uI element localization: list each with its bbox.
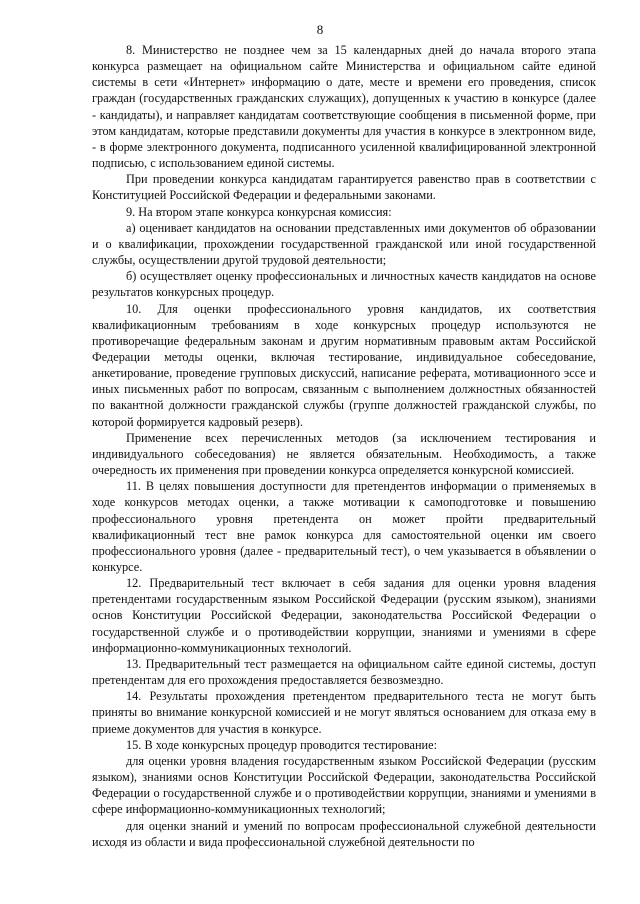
- paragraph-15-language: для оценки уровня владения государственным языком Российской Федерации (русским языком), знаниями основ Конституции Российской Федерации, законодательства Российской Федерации о государственной службе и о противодействии коррупции, знаниями и умениями в сфере информационно-коммуникационных технологий;: [92, 753, 596, 817]
- paragraph-15: 15. В ходе конкурсных процедур проводится тестирование:: [126, 737, 437, 752]
- paragraph-8: 8. Министерство не позднее чем за 15 календарных дней до начала второго этапа конкурса размещает на официальном сайте Министерства и официальном сайте единой системы в сети «Интернет» информацию о дате, месте и времени его проведения, список граждан (государственных гражданских служащих), допущенных к участию в конкурсе (далее - кандидаты), и направляет кандидатам соответствующие сообщения в письменной форме, при этом кандидатам, которые представили документы для участия в конкурсе в электронном виде, - в форме электронного документа, подписанного усиленной квалифицированной электронной подписью, с использованием единой системы.: [92, 43, 596, 171]
- paragraph-15-knowledge: для оценки знаний и умений по вопросам профессиональной служебной деятельности исходя из области и вида профессиональной служебной деятельности по: [92, 818, 596, 849]
- paragraph-9: 9. На втором этапе конкурса конкурсная комиссия:: [126, 204, 392, 219]
- paragraph-equal-rights: При проведении конкурса кандидатам гарантируется равенство прав в соответствии с Конституцией Российской Федерации и федеральными законами.: [92, 172, 596, 203]
- paragraph-13: 13. Предварительный тест размещается на официальном сайте единой системы, доступ претендентам для его прохождения предоставляется безвозмездно.: [92, 656, 596, 688]
- paragraph-12: 12. Предварительный тест включает в себя задания для оценки уровня владения претендентами государственным языком Российской Федерации (русским языком), знаниями основ Конституции Российской Федерации, законодательства Российской Федерации о государственной службе и о противодействии коррупции, знаниями и умениями в сфере информационно-коммуникационных технологий.: [92, 576, 596, 655]
- paragraph-11: 11. В целях повышения доступности для претендентов информации о применяемых в ходе конкурсов методах оценки, а также мотивации к самоподготовке и повышению профессионального уровня претендента он может пройти предварительный квалификационный тест вне рамок конкурса для самостоятельной оценки им своего профессионального уровня (далее - предварительный тест), о чем указывается в объявлении о конкурсе.: [92, 479, 596, 574]
- document-body: [92, 42, 596, 850]
- paragraph-methods: Применение всех перечисленных методов (за исключением тестирования и индивидуального собеседования) не является обязательным. Необходимость, а также очередность их применения при проведении конкурса определяется конкурсной комиссией.: [92, 430, 596, 478]
- page-number: 8: [316, 22, 324, 37]
- paragraph-9b: б) осуществляет оценку профессиональных и личностных качеств кандидатов на основе результатов конкурсных процедур.: [92, 269, 596, 300]
- paragraph-9a: а) оценивает кандидатов на основании представленных ими документов об образовании и о квалификации, прохождении государственной гражданской или иной государственной службы, осуществлении другой трудовой деятельности;: [92, 220, 596, 268]
- paragraph-10: 10. Для оценки профессионального уровня кандидатов, их соответствия квалификационным требованиям в ходе конкурсных процедур используются не противоречащие федеральным законам и другим нормативным правовым актам Российской Федерации методы оценки, включая тестирование, индивидуальное собеседование, анкетирование, проведение групповых дискуссий, написание реферата, мотивационного эссе и иных письменных работ по вопросам, связанным с выполнением должностных обязанностей по вакантной должности гражданской службы (группе должностей гражданской службы, по которой формируется кадровый резерв).: [92, 301, 596, 429]
- paragraph-14: 14. Результаты прохождения претендентом предварительного теста не могут быть приняты во внимание конкурсной комиссией и не могут являться основанием для отказа ему в приеме документов для участия в конкурсе.: [92, 689, 596, 736]
